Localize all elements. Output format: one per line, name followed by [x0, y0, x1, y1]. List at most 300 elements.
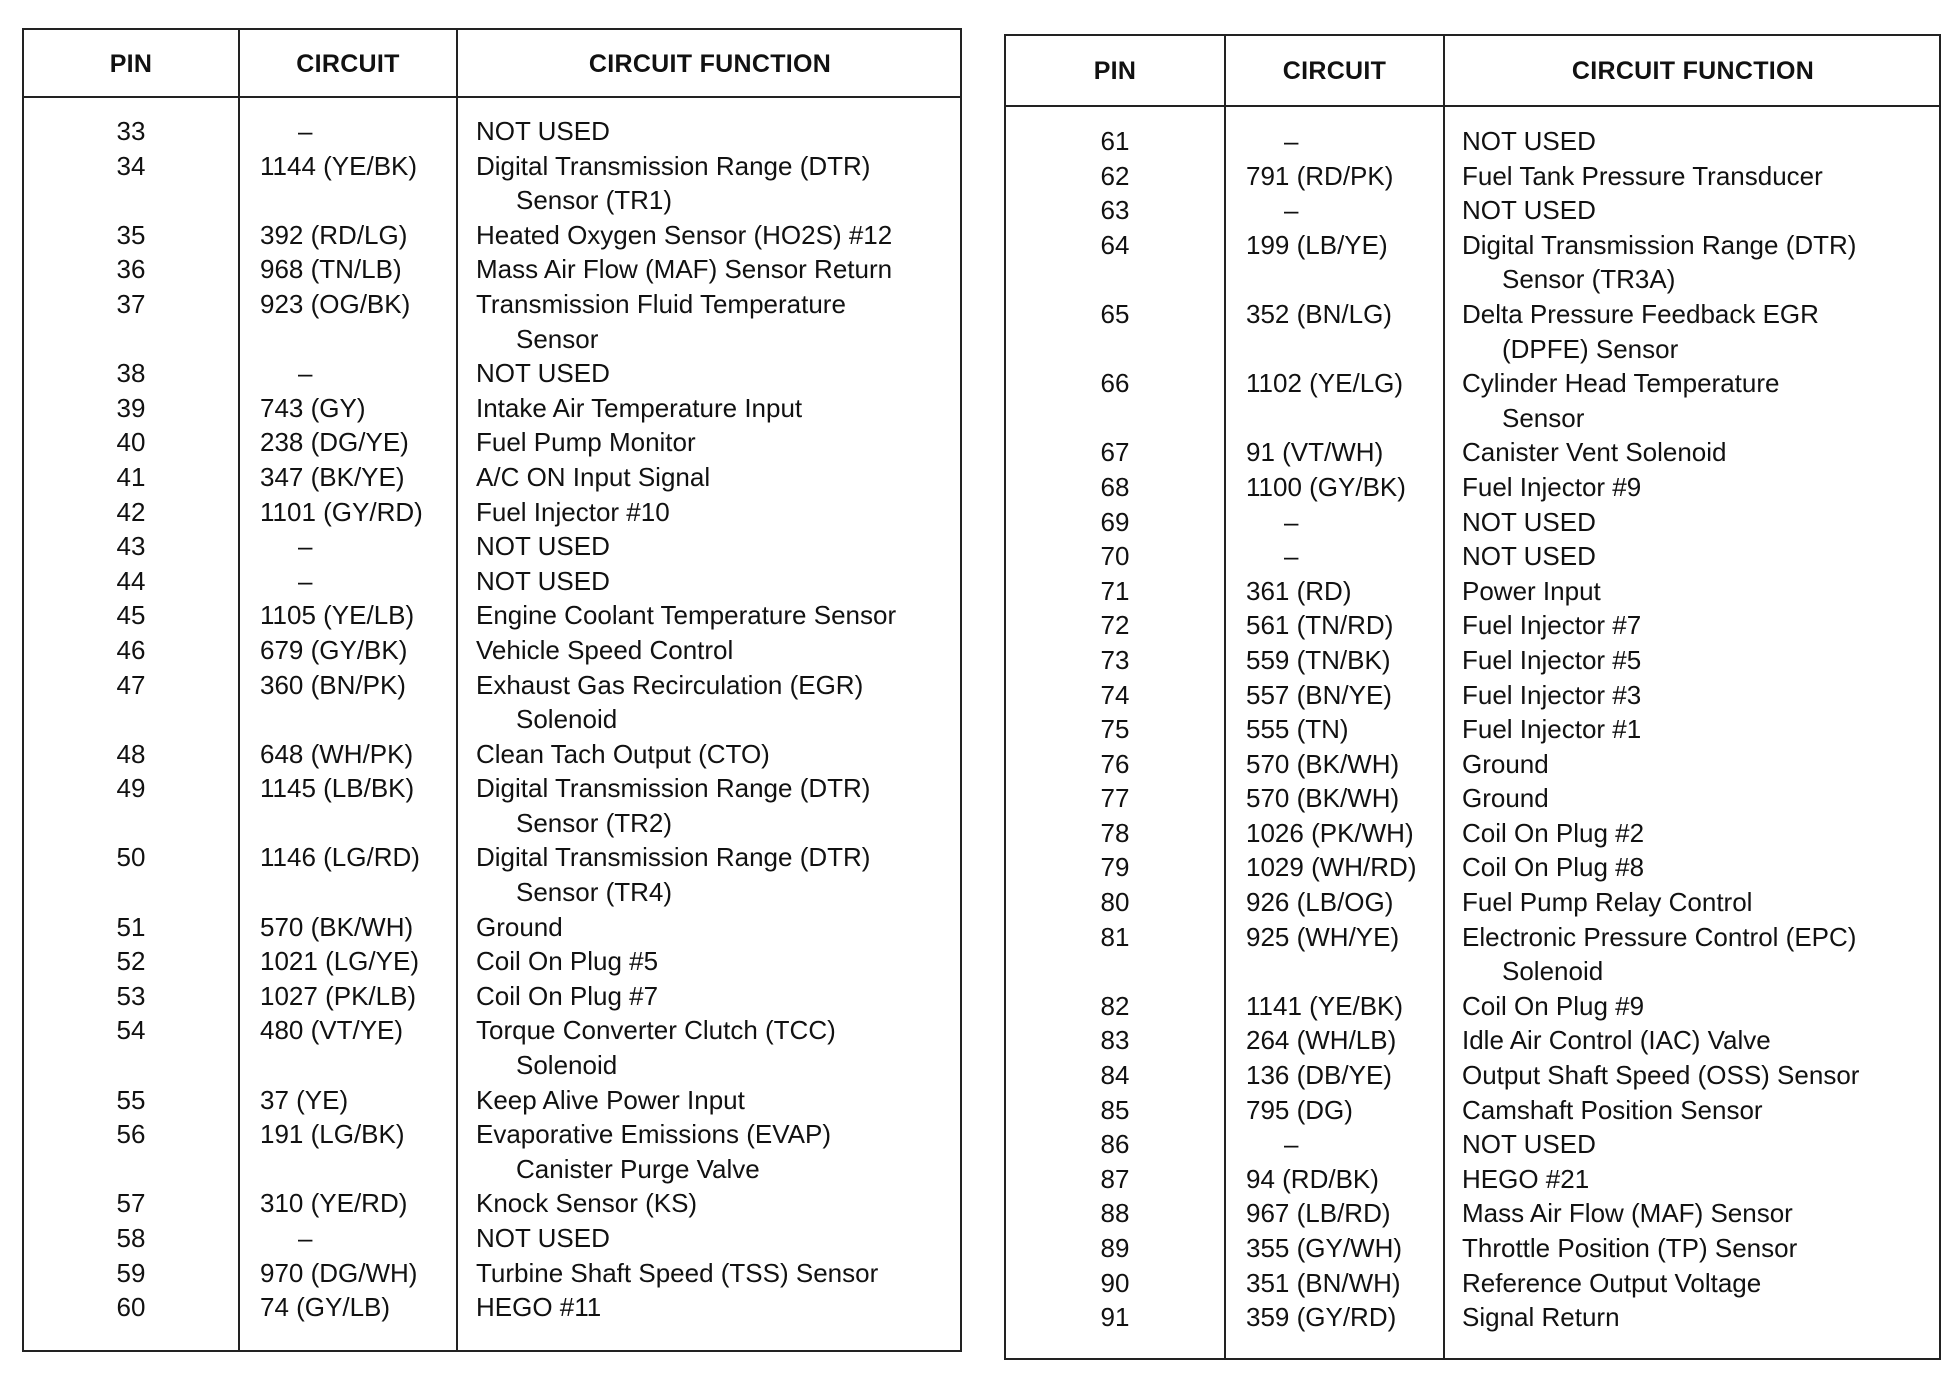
circuit-function [476, 1256, 878, 1291]
pin-number: 73 [1100, 644, 1130, 675]
circuit-code: 136 (DB/YE) [1246, 1060, 1392, 1091]
circuit-function [476, 1186, 697, 1221]
pin-number: 81 [1100, 921, 1130, 952]
circuit-code: 555 (TN) [1246, 714, 1349, 745]
table-row [1006, 470, 1939, 505]
circuit-function-line2: Solenoid [516, 1050, 618, 1081]
circuit-code: – [1284, 1129, 1299, 1160]
circuit-code: 94 (RD/BK) [1246, 1163, 1379, 1194]
table-row [1006, 505, 1939, 540]
pin-number: 89 [1100, 1233, 1130, 1263]
pin-number: 34 [116, 150, 146, 181]
circuit-function-line1: NOT USED [1462, 506, 1596, 537]
circuit-function [476, 944, 658, 979]
circuit-function-line1: Fuel Injector #9 [1462, 471, 1642, 502]
pin-number: 79 [1100, 852, 1130, 883]
table-row [1006, 885, 1939, 920]
circuit-function [476, 287, 846, 356]
circuit-function [476, 114, 610, 149]
table-row [24, 633, 960, 668]
circuit-function [1462, 1300, 1620, 1335]
circuit-code: 355 (GY/WH) [1246, 1233, 1403, 1263]
table-row [1006, 435, 1939, 470]
circuit-function [476, 771, 870, 840]
pin-number: 52 [116, 946, 146, 977]
circuit-function-line1: Digital Transmission Range (DTR) [1462, 229, 1857, 260]
pin-number: 60 [116, 1292, 146, 1323]
circuit-code: – [298, 1223, 313, 1253]
circuit-function-line1: Ground [476, 911, 563, 942]
circuit-function-line1: Mass Air Flow (MAF) Sensor [1462, 1198, 1793, 1229]
circuit-function-line1: Transmission Fluid Temperature [476, 288, 846, 319]
circuit-function-line1: Engine Coolant Temperature Sensor [476, 600, 897, 631]
table-row [24, 1083, 960, 1118]
circuit-function-line2: Sensor [1502, 402, 1585, 433]
table-row [1006, 228, 1939, 297]
pin-number: 37 [116, 288, 146, 319]
circuit-function-line1: HEGO #11 [476, 1292, 602, 1323]
circuit-function-line1: Mass Air Flow (MAF) Sensor Return [476, 254, 893, 285]
circuit-function-line1: Fuel Injector #7 [1462, 610, 1642, 641]
circuit-function [1462, 1058, 1859, 1093]
circuit-function-line1: Evaporative Emissions (EVAP) [476, 1119, 831, 1150]
circuit-function [1462, 539, 1596, 574]
header-circuit: CIRCUIT [296, 49, 400, 78]
table-row [1006, 1023, 1939, 1058]
circuit-function [476, 1290, 601, 1325]
circuit-function-line2: Sensor [516, 323, 599, 354]
circuit-function-line2: Sensor (TR4) [516, 877, 673, 908]
table-row [1006, 539, 1939, 574]
circuit-function [476, 840, 870, 909]
pin-number: 63 [1100, 195, 1130, 226]
table-row [24, 910, 960, 945]
circuit-function-line1: Reference Output Voltage [1462, 1267, 1762, 1298]
circuit-function-line1: NOT USED [476, 358, 610, 389]
circuit-function [476, 356, 610, 391]
pin-number: 49 [116, 773, 146, 804]
pin-number: 86 [1100, 1129, 1130, 1160]
circuit-code: 1027 (PK/LB) [260, 980, 417, 1011]
circuit-function-line1: Cylinder Head Temperature [1462, 368, 1780, 399]
table-row [24, 979, 960, 1014]
pin-number: 61 [1100, 126, 1130, 156]
table-row [1006, 781, 1939, 816]
table-row [1006, 159, 1939, 194]
circuit-function-line2: Sensor (TR1) [516, 185, 673, 216]
pin-number: 71 [1100, 575, 1130, 606]
circuit-function-line1: Digital Transmission Range (DTR) [476, 842, 871, 873]
circuit-function [1462, 920, 1856, 989]
pin-number: 41 [116, 461, 146, 492]
circuit-function [1462, 366, 1779, 435]
circuit-function-line1: Electronic Pressure Control (EPC) [1462, 921, 1857, 952]
circuit-function [1462, 1093, 1763, 1128]
circuit-function-line1: Turbine Shaft Speed (TSS) Sensor [476, 1257, 879, 1288]
table-row [1006, 989, 1939, 1024]
circuit-function-line1: Ground [1462, 748, 1549, 779]
circuit-function-line1: Canister Vent Solenoid [1462, 437, 1727, 468]
circuit-code: 1026 (PK/WH) [1246, 817, 1414, 848]
pin-number: 55 [116, 1084, 146, 1115]
circuit-function-line1: Heated Oxygen Sensor (HO2S) #12 [476, 219, 893, 250]
circuit-code: 91 (VT/WH) [1246, 437, 1384, 468]
circuit-function-line1: Vehicle Speed Control [476, 634, 734, 665]
table-row [24, 1256, 960, 1291]
pin-number: 83 [1100, 1025, 1130, 1056]
circuit-code: 360 (BN/PK) [260, 669, 406, 700]
circuit-code: 925 (WH/YE) [1246, 921, 1400, 952]
table-row [1006, 643, 1939, 678]
circuit-function [1462, 1266, 1761, 1301]
table-row [24, 564, 960, 599]
circuit-function-line1: NOT USED [1462, 541, 1596, 572]
circuit-function [476, 252, 892, 287]
circuit-function-line1: Knock Sensor (KS) [476, 1188, 698, 1219]
circuit-function-line1: Output Shaft Speed (OSS) Sensor [1462, 1060, 1860, 1091]
circuit-code: 559 (TN/BK) [1246, 644, 1391, 675]
circuit-function-line1: NOT USED [476, 116, 610, 146]
pin-number: 87 [1100, 1163, 1130, 1194]
circuit-function [476, 391, 802, 426]
circuit-function-line1: NOT USED [1462, 1129, 1596, 1160]
circuit-code: 968 (TN/LB) [260, 254, 402, 285]
circuit-code: 1105 (YE/LB) [260, 600, 415, 631]
circuit-function-line1: Coil On Plug #7 [476, 980, 659, 1011]
pin-number: 80 [1100, 887, 1130, 918]
circuit-code: 570 (BK/WH) [1246, 748, 1400, 779]
table-row [24, 1186, 960, 1221]
pin-number: 43 [116, 531, 146, 562]
table-row [1006, 712, 1939, 747]
table-row [1006, 1196, 1939, 1231]
circuit-code: – [1284, 126, 1299, 156]
pin-number: 54 [116, 1015, 146, 1046]
circuit-function-line1: NOT USED [1462, 126, 1596, 156]
pin-number: 90 [1100, 1267, 1130, 1298]
table-row [1006, 1162, 1939, 1197]
circuit-function-line1: Delta Pressure Feedback EGR [1462, 298, 1819, 329]
circuit-function-line1: Exhaust Gas Recirculation (EGR) [476, 669, 864, 700]
table-row [24, 425, 960, 460]
pin-number: 72 [1100, 610, 1130, 641]
table-row [1006, 747, 1939, 782]
circuit-function-line1: Fuel Pump Monitor [476, 427, 696, 458]
pin-number: 69 [1100, 506, 1130, 537]
table-row [24, 771, 960, 840]
pin-number: 68 [1100, 471, 1130, 502]
pin-number: 50 [116, 842, 146, 873]
circuit-code: 561 (TN/RD) [1246, 610, 1394, 641]
pin-number: 36 [116, 254, 146, 285]
pin-number: 76 [1100, 748, 1130, 779]
circuit-code: 923 (OG/BK) [260, 288, 411, 319]
pin-number: 57 [116, 1188, 146, 1219]
circuit-function [1462, 816, 1644, 851]
circuit-function [1462, 505, 1596, 540]
circuit-function [476, 425, 696, 460]
circuit-function-line1: Fuel Injector #1 [1462, 714, 1642, 745]
circuit-function-line1: NOT USED [476, 565, 610, 596]
circuit-code: 1141 (YE/BK) [1246, 990, 1404, 1021]
pin-number: 59 [116, 1257, 146, 1288]
circuit-function-line2: Sensor (TR3A) [1502, 264, 1676, 295]
pin-number: 58 [116, 1223, 146, 1253]
circuit-function [476, 529, 610, 564]
table-row [24, 737, 960, 772]
pin-table-right [1004, 34, 1941, 1360]
circuit-code: 480 (VT/YE) [260, 1015, 404, 1046]
circuit-function-line1: NOT USED [1462, 195, 1596, 226]
circuit-function-line1: Coil On Plug #9 [1462, 990, 1645, 1021]
circuit-function-line1: HEGO #21 [1462, 1163, 1590, 1194]
circuit-function-line1: Coil On Plug #8 [1462, 852, 1645, 883]
circuit-function [1462, 747, 1549, 782]
circuit-function [476, 668, 863, 737]
pin-number: 47 [116, 669, 146, 700]
circuit-function-line1: Fuel Injector #3 [1462, 679, 1642, 710]
circuit-function-line2: Sensor (TR2) [516, 807, 673, 838]
circuit-function [476, 633, 733, 668]
pin-number: 40 [116, 427, 146, 458]
table-row [1006, 124, 1939, 159]
table-row [24, 356, 960, 391]
table-row [24, 1221, 960, 1256]
pin-number: 42 [116, 496, 146, 527]
circuit-code: 1144 (YE/BK) [260, 150, 418, 181]
circuit-function [1462, 297, 1819, 366]
table-row [24, 1117, 960, 1186]
pin-number: 84 [1100, 1060, 1130, 1091]
circuit-function [476, 979, 658, 1014]
circuit-code: 795 (DG) [1246, 1094, 1353, 1125]
pin-number: 91 [1100, 1302, 1130, 1333]
circuit-code: 1145 (LB/BK) [260, 773, 415, 804]
circuit-code: 351 (BN/WH) [1246, 1267, 1401, 1298]
header-circuit-function: CIRCUIT FUNCTION [1571, 56, 1815, 85]
circuit-function [1462, 781, 1549, 816]
circuit-function-line1: Idle Air Control (IAC) Valve [1462, 1025, 1771, 1056]
circuit-code: 679 (GY/BK) [260, 634, 408, 665]
circuit-function [1462, 1162, 1589, 1197]
table-row [24, 391, 960, 426]
circuit-function [1462, 435, 1727, 470]
circuit-function-line2: Solenoid [516, 704, 618, 735]
circuit-function-line1: Coil On Plug #5 [476, 946, 659, 977]
pin-number: 88 [1100, 1198, 1130, 1229]
circuit-function [1462, 1023, 1771, 1058]
circuit-function-line1: Signal Return [1462, 1302, 1620, 1333]
circuit-function-line1: Clean Tach Output (CTO) [476, 738, 770, 769]
circuit-function [1462, 989, 1644, 1024]
circuit-function-line1: Coil On Plug #2 [1462, 817, 1645, 848]
circuit-function [1462, 1231, 1797, 1266]
table-row [24, 149, 960, 218]
circuit-function [476, 737, 770, 772]
circuit-function-line1: NOT USED [476, 531, 610, 562]
circuit-code: 970 (DG/WH) [260, 1257, 418, 1288]
circuit-function-line1: Throttle Position (TP) Sensor [1462, 1233, 1798, 1263]
table-row [24, 1290, 960, 1325]
circuit-code: 238 (DG/YE) [260, 427, 409, 458]
circuit-code: 791 (RD/PK) [1246, 160, 1394, 191]
circuit-function [476, 218, 892, 253]
table-row [1006, 574, 1939, 609]
circuit-function [1462, 643, 1641, 678]
circuit-code: 1101 (GY/RD) [260, 496, 423, 527]
table-row [24, 495, 960, 530]
table-row [24, 252, 960, 287]
circuit-function-line2: (DPFE) Sensor [1502, 333, 1679, 364]
table-row [24, 668, 960, 737]
pin-number: 48 [116, 738, 146, 769]
circuit-function-line1: Fuel Pump Relay Control [1462, 887, 1753, 918]
pin-number: 75 [1100, 714, 1130, 745]
circuit-function [476, 564, 610, 599]
table-row [24, 529, 960, 564]
pin-number: 85 [1100, 1094, 1130, 1125]
circuit-code: 1146 (LG/RD) [260, 842, 420, 873]
circuit-function-line1: Digital Transmission Range (DTR) [476, 773, 871, 804]
pin-number: 66 [1100, 368, 1130, 399]
pin-number: 35 [116, 219, 146, 250]
circuit-code: – [298, 531, 313, 562]
circuit-function [1462, 1196, 1793, 1231]
pin-number: 45 [116, 600, 146, 631]
circuit-function [1462, 124, 1596, 159]
circuit-function [1462, 159, 1823, 194]
circuit-function [1462, 193, 1596, 228]
circuit-code: 570 (BK/WH) [1246, 783, 1400, 814]
pin-number: 65 [1100, 298, 1130, 329]
circuit-function [476, 1013, 836, 1082]
circuit-function [476, 460, 710, 495]
circuit-code: – [298, 358, 313, 389]
rows-left [24, 114, 960, 1325]
pin-number: 53 [116, 980, 146, 1011]
table-row [1006, 1058, 1939, 1093]
header-circuit: CIRCUIT [1282, 56, 1387, 85]
table-row [24, 460, 960, 495]
pin-number: 64 [1100, 229, 1130, 260]
circuit-function-line1: Fuel Injector #5 [1462, 644, 1642, 675]
circuit-code: 310 (YE/RD) [260, 1188, 408, 1219]
table-row [1006, 1127, 1939, 1162]
pin-number: 78 [1100, 817, 1130, 848]
circuit-function-line1: Digital Transmission Range (DTR) [476, 150, 871, 181]
circuit-function-line1: NOT USED [476, 1223, 610, 1253]
circuit-function [1462, 574, 1601, 609]
circuit-code: – [298, 565, 313, 596]
pin-table-left [22, 28, 962, 1352]
circuit-function-line1: Torque Converter Clutch (TCC) [476, 1015, 836, 1046]
pin-number: 44 [116, 565, 146, 596]
table-row [1006, 1300, 1939, 1335]
circuit-function [476, 495, 670, 530]
pin-number: 74 [1100, 679, 1130, 710]
circuit-function-line1: Fuel Injector #10 [476, 496, 670, 527]
circuit-function-line1: Keep Alive Power Input [476, 1084, 745, 1115]
circuit-function [476, 1083, 745, 1118]
pin-number: 82 [1100, 990, 1130, 1021]
header-pin: PIN [1093, 56, 1137, 85]
circuit-code: 352 (BN/LG) [1246, 298, 1392, 329]
pin-number: 70 [1100, 541, 1130, 572]
circuit-code: – [1284, 506, 1299, 537]
circuit-function-line1: Power Input [1462, 575, 1601, 606]
pin-number: 67 [1100, 437, 1130, 468]
table-row [24, 287, 960, 356]
circuit-code: 199 (LB/YE) [1246, 229, 1388, 260]
circuit-function-line1: Camshaft Position Sensor [1462, 1094, 1763, 1125]
circuit-function-line2: Canister Purge Valve [516, 1153, 760, 1184]
rows-right [1006, 124, 1939, 1335]
table-row [24, 1013, 960, 1082]
circuit-code: 967 (LB/RD) [1246, 1198, 1391, 1229]
circuit-function-line1: Intake Air Temperature Input [476, 392, 803, 423]
circuit-code: 926 (LB/OG) [1246, 887, 1394, 918]
circuit-function [1462, 712, 1641, 747]
circuit-code: 1100 (GY/BK) [1246, 471, 1406, 502]
table-row [1006, 608, 1939, 643]
table-row [1006, 366, 1939, 435]
table-row [24, 114, 960, 149]
circuit-code: 392 (RD/LG) [260, 219, 408, 250]
table-row [24, 840, 960, 909]
table-row [1006, 1093, 1939, 1128]
circuit-function-line1: A/C ON Input Signal [476, 461, 711, 492]
pin-number: 56 [116, 1119, 146, 1150]
circuit-code: 264 (WH/LB) [1246, 1025, 1397, 1056]
pin-number: 51 [116, 911, 146, 942]
circuit-function [476, 149, 870, 218]
table-row [24, 944, 960, 979]
pin-number: 62 [1100, 160, 1130, 191]
circuit-function [1462, 678, 1641, 713]
circuit-function [1462, 1127, 1596, 1162]
pin-number: 33 [116, 116, 146, 146]
circuit-code: 347 (BK/YE) [260, 461, 405, 492]
circuit-code: – [1284, 195, 1299, 226]
circuit-function [1462, 470, 1641, 505]
pin-number: 39 [116, 392, 146, 423]
circuit-function [476, 598, 896, 633]
circuit-code: – [1284, 541, 1299, 572]
circuit-code: 191 (LG/BK) [260, 1119, 405, 1150]
circuit-code: 570 (BK/WH) [260, 911, 414, 942]
circuit-code: 1102 (YE/LG) [1246, 368, 1404, 399]
circuit-function-line1: Fuel Tank Pressure Transducer [1462, 160, 1823, 191]
circuit-function [476, 910, 563, 945]
table-row [1006, 920, 1939, 989]
circuit-function [1462, 228, 1856, 297]
circuit-function [1462, 885, 1752, 920]
circuit-code: 557 (BN/YE) [1246, 679, 1392, 710]
table-row [1006, 193, 1939, 228]
table-row [1006, 678, 1939, 713]
circuit-code: 361 (RD) [1246, 575, 1352, 606]
circuit-function-line2: Solenoid [1502, 956, 1604, 987]
pin-number: 46 [116, 634, 146, 665]
table-row [1006, 1266, 1939, 1301]
table-row [24, 218, 960, 253]
header-pin: PIN [109, 49, 153, 78]
circuit-code: 37 (YE) [260, 1084, 349, 1115]
circuit-code: 648 (WH/PK) [260, 738, 414, 769]
circuit-code: 1021 (LG/YE) [260, 946, 419, 977]
table-row [1006, 816, 1939, 851]
circuit-code: 74 (GY/LB) [260, 1292, 391, 1323]
